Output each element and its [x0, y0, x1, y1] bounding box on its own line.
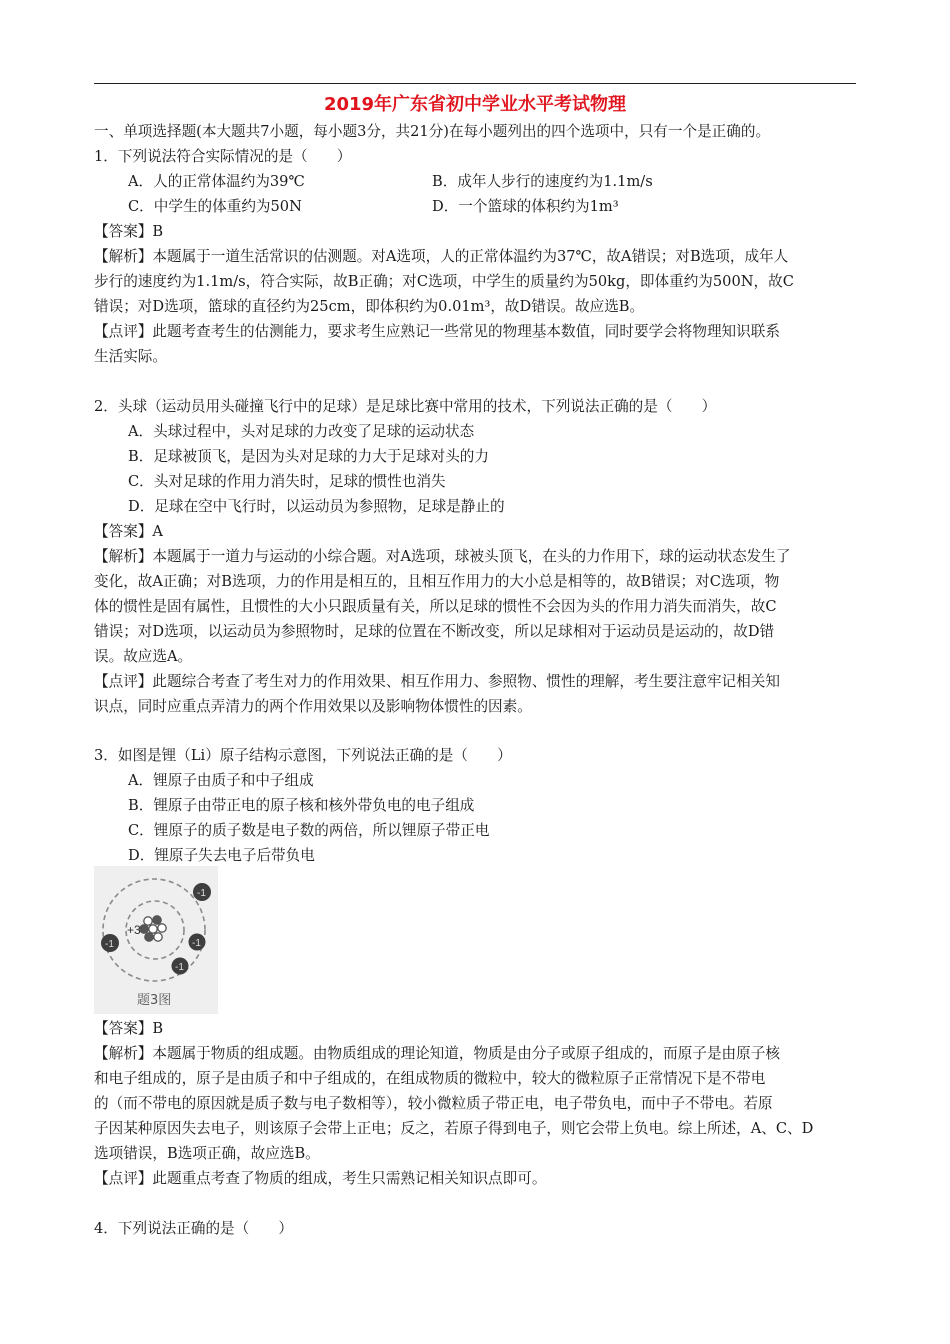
q1-option-b: B．成年人步行的速度约为1.1m/s — [432, 173, 653, 190]
q2-option: A．头球过程中，头对足球的力改变了足球的运动状态 — [128, 423, 475, 440]
figure-caption: 题3图 — [137, 993, 172, 1008]
q1-analysis-line: 步行的速度约为1.1m/s，符合实际，故B正确；对C选项，中学生的质量约为50kg，即体重约为500N，故C — [94, 273, 794, 290]
lithium-atom-figure — [94, 866, 218, 1014]
header-rule — [94, 83, 856, 84]
electron — [193, 883, 211, 901]
page-title: 2019年广东省初中学业水平考试物理 — [323, 94, 627, 115]
q3-option: D．锂原子失去电子后带负电 — [128, 847, 315, 864]
section-header: 一、单项选择题(本大题共7小题，每小题3分，共21分)在每小题列出的四个选项中，只有一个是正确的。 — [94, 123, 771, 140]
electron-charge-label: -1 — [197, 888, 206, 899]
electron — [101, 934, 119, 952]
q2-answer: 【答案】A — [94, 523, 163, 540]
q1-option-a: A．人的正常体温约为39℃ — [128, 173, 305, 190]
q3-option: C．锂原子的质子数是电子数的两倍，所以锂原子带正电 — [128, 822, 490, 839]
q2-analysis-line: 【解析】本题属于一道力与运动的小综合题。对A选项，球被头顶飞，在头的力作用下，球的运动状态发生了 — [94, 548, 791, 565]
q2-stem: 2．头球（运动员用头碰撞飞行中的足球）是足球比赛中常用的技术，下列说法正确的是（ ） — [94, 398, 717, 415]
q1-analysis-line: 【解析】本题属于一道生活常识的估测题。对A选项，人的正常体温约为37℃，故A错误；对B选项，成年人 — [94, 248, 789, 265]
q3-analysis-line: 和电子组成的，原子是由质子和中子组成的，在组成物质的微粒中，较大的微粒原子正常情况下是不带电 — [94, 1070, 766, 1087]
q2-comment-line: 【点评】此题综合考查了考生对力的作用效果、相互作用力、参照物、惯性的理解，考生要注意牢记相关知 — [94, 673, 780, 690]
q2-option: B．足球被顶飞，是因为头对足球的力大于足球对头的力 — [128, 448, 489, 465]
q3-stem: 3．如图是锂（Li）原子结构示意图，下列说法正确的是（ ） — [94, 747, 512, 764]
q3-option: B．锂原子由带正电的原子核和核外带负电的电子组成 — [128, 797, 475, 814]
q2-analysis-line: 变化，故A正确；对B选项，力的作用是相互的，且相互作用力的大小总是相等的，故B错误；对C选项，物 — [94, 573, 780, 590]
q3-analysis-line: 【解析】本题属于物质的组成题。由物质组成的理论知道，物质是由分子或原子组成的，而原子是由原子核 — [94, 1045, 780, 1062]
q1-comment-line: 【点评】此题考查考生的估测能力，要求考生应熟记一些常见的物理基本数值，同时要学会将物理知识联系 — [94, 323, 780, 340]
electron — [172, 958, 189, 975]
q1-comment-line: 生活实际。 — [94, 348, 167, 365]
atom-diagram — [94, 866, 218, 1014]
q1-option-c: C．中学生的体重约为50N — [128, 198, 302, 215]
q1-option-d: D．一个篮球的体积约为1m³ — [432, 198, 619, 215]
q3-option: A．锂原子由质子和中子组成 — [128, 772, 314, 789]
electron-charge-label: -1 — [105, 939, 114, 950]
q2-analysis-line: 错误；对D选项，以运动员为参照物时，足球的位置在不断改变，所以足球相对于运动员是运动的，故D错 — [94, 623, 775, 640]
q2-option: C．头对足球的作用力消失时，足球的惯性也消失 — [128, 473, 446, 490]
q1-answer: 【答案】B — [94, 223, 164, 240]
q3-analysis-line: 子因某种原因失去电子，则该原子会带上正电；反之，若原子得到电子，则它会带上负电。综上所述，A、C、D — [94, 1120, 814, 1137]
electron — [189, 934, 206, 951]
q3-analysis-line: 的（而不带电的原因就是质子数与电子数相等），较小微粒质子带正电，电子带负电，而中子不带电。若原 — [94, 1095, 773, 1112]
q3-comment: 【点评】此题重点考查了物质的组成，考生只需熟记相关知识点即可。 — [94, 1170, 547, 1187]
q2-comment-line: 识点，同时应重点弄清力的两个作用效果以及影响物体惯性的因素。 — [94, 698, 532, 715]
q4-stem: 4．下列说法正确的是（ ） — [94, 1220, 294, 1237]
q1-analysis-line: 错误；对D选项，篮球的直径约为25cm，即体积约为0.01m³，故D错误。故应选B。 — [94, 298, 645, 315]
q2-analysis-line: 体的惯性是固有属性，且惯性的大小只跟质量有关，所以足球的惯性不会因为头的作用力消失而消失，故C — [94, 598, 777, 615]
nucleus — [140, 916, 166, 941]
q3-analysis-line: 选项错误，B选项正确，故应选B。 — [94, 1145, 320, 1162]
q3-answer: 【答案】B — [94, 1020, 164, 1037]
electron-charge-label: -1 — [192, 938, 201, 949]
electron-charge-label: -1 — [175, 962, 184, 973]
q2-analysis-line: 误。故应选A。 — [94, 648, 193, 665]
q2-option: D．足球在空中飞行时，以运动员为参照物，足球是静止的 — [128, 498, 505, 515]
q1-stem: 1．下列说法符合实际情况的是（ ） — [94, 148, 352, 165]
nucleus-charge-label: +3 — [127, 923, 141, 937]
